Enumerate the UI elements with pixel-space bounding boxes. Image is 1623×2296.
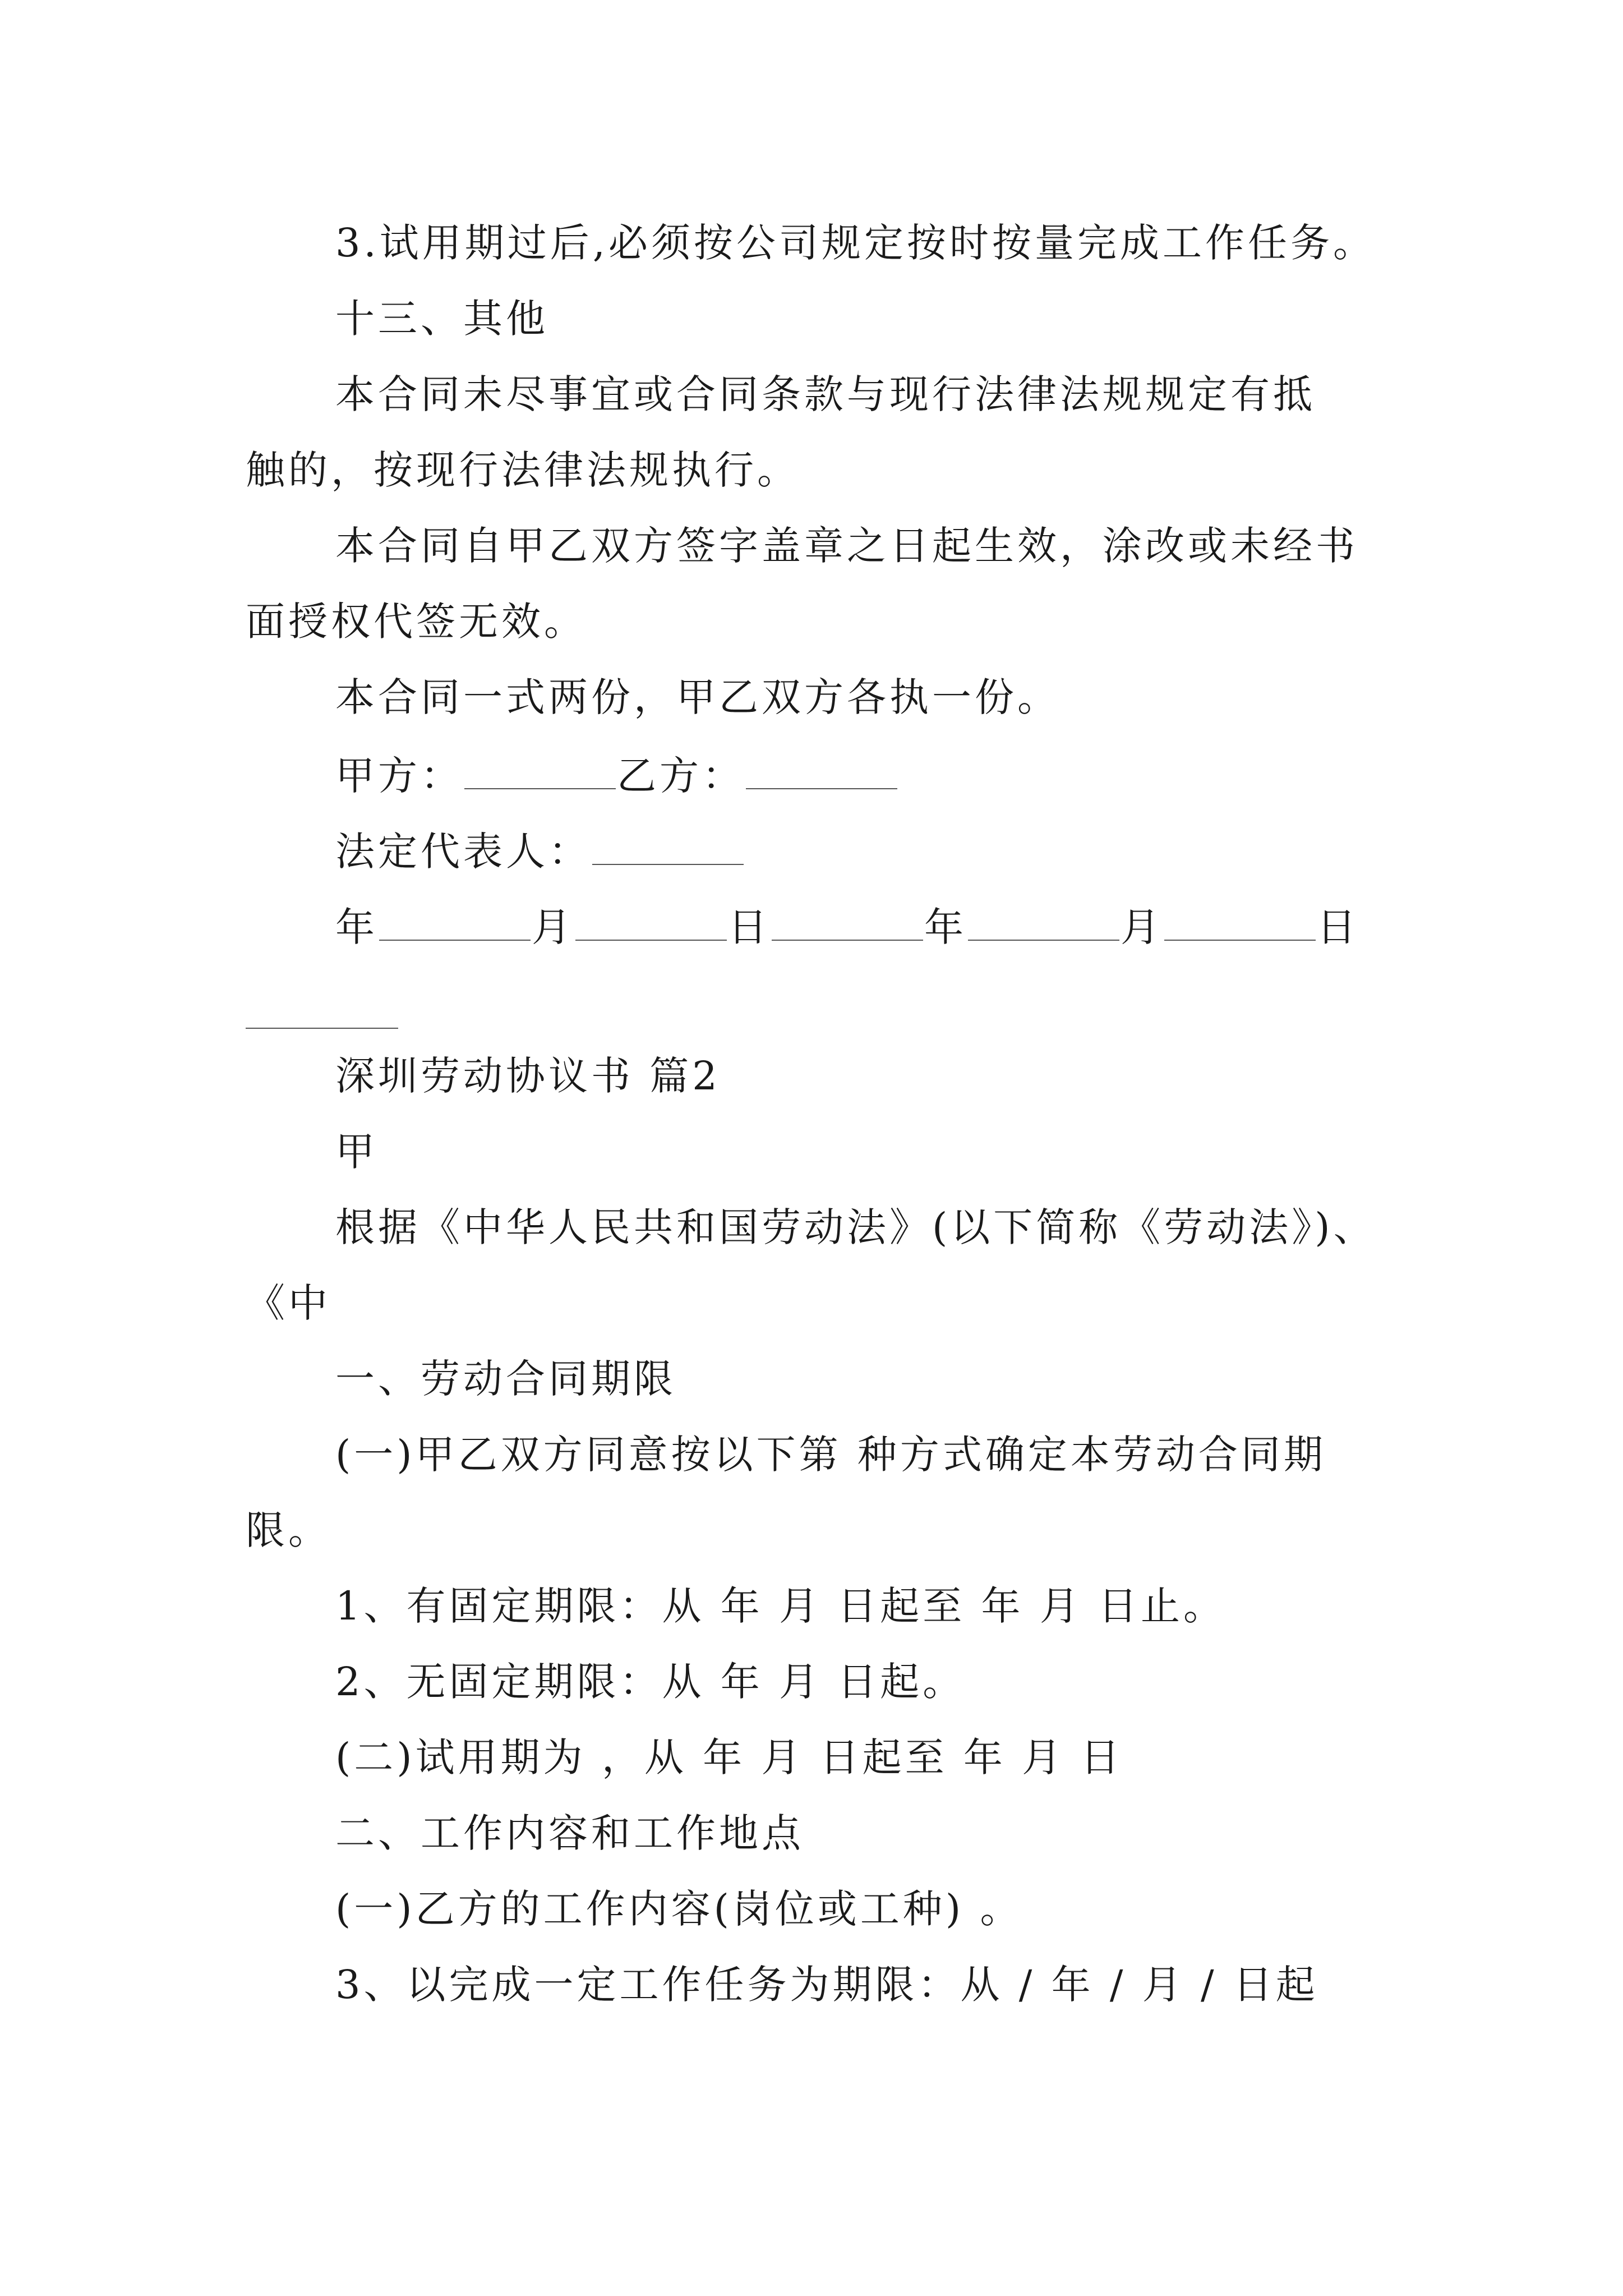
legal-rep-label: 法定代表人： <box>335 829 591 875</box>
month-blank <box>968 905 1119 941</box>
probation-rule-line: 3.试用期过后,必须按公司规定按时按量完成工作任务。 <box>335 220 1376 266</box>
month-blank <box>575 905 727 941</box>
basis-line-continued: 《中 <box>246 1280 331 1326</box>
party-b-label: 乙方： <box>617 753 745 799</box>
term-heading: 一、劳动合同期限 <box>335 1356 676 1402</box>
section-title: 深圳劳动协议书 篇2 <box>335 1053 721 1099</box>
task-term-line: 3、以完成一定工作任务为期限：从 / 年 / 月 / 日起 <box>335 1962 1318 2008</box>
work-content-line: (一)乙方的工作内容(岗位或工种) 。 <box>335 1886 1023 1932</box>
party-signature-line <box>335 753 898 799</box>
open-term-line: 2、无固定期限：从 年 月 日起。 <box>335 1659 966 1705</box>
legal-rep-line <box>335 829 745 875</box>
day-blank <box>1164 905 1316 941</box>
date-line <box>335 904 1359 950</box>
section-other-heading: 十三、其他 <box>335 296 548 342</box>
day-label: 日 <box>728 904 771 950</box>
day-label: 日 <box>1317 904 1359 950</box>
probation-line: (二)试用期为 ，从 年 月 日起至 年 月 日 <box>335 1734 1123 1780</box>
fixed-term-line: 1、有固定期限：从 年 月 日起至 年 月 日止。 <box>335 1583 1227 1629</box>
clause-line: 面授权代签无效。 <box>246 599 587 645</box>
clause-line: 本合同一式两份，甲乙双方各执一份。 <box>335 674 1060 720</box>
trailing-blank <box>246 1028 398 1029</box>
legal-rep-blank <box>592 829 744 865</box>
clause-line: 触的，按现行法律法规执行。 <box>246 447 800 493</box>
basis-line: 根据《中华人民共和国劳动法》(以下简称《劳动法》)、 <box>335 1204 1376 1250</box>
month-label: 月 <box>1121 904 1163 950</box>
term-intro-line-continued: 限。 <box>246 1507 331 1553</box>
work-heading: 二、工作内容和工作地点 <box>335 1810 804 1856</box>
year-blank <box>379 905 531 941</box>
party-a-label: 甲方： <box>335 753 463 799</box>
month-label: 月 <box>532 904 574 950</box>
year-blank <box>772 905 923 941</box>
party-b-blank <box>746 753 897 789</box>
year-label: 年 <box>335 904 378 950</box>
clause-line: 本合同未尽事宜或合同条款与现行法律法规规定有抵 <box>335 371 1316 417</box>
term-intro-line: (一)甲乙双方同意按以下第 种方式确定本劳动合同期 <box>335 1432 1326 1478</box>
year-label: 年 <box>924 904 967 950</box>
party-label: 甲 <box>335 1129 378 1175</box>
party-a-blank <box>464 753 616 789</box>
clause-line: 本合同自甲乙双方签字盖章之日起生效，涂改或未经书 <box>335 523 1358 569</box>
